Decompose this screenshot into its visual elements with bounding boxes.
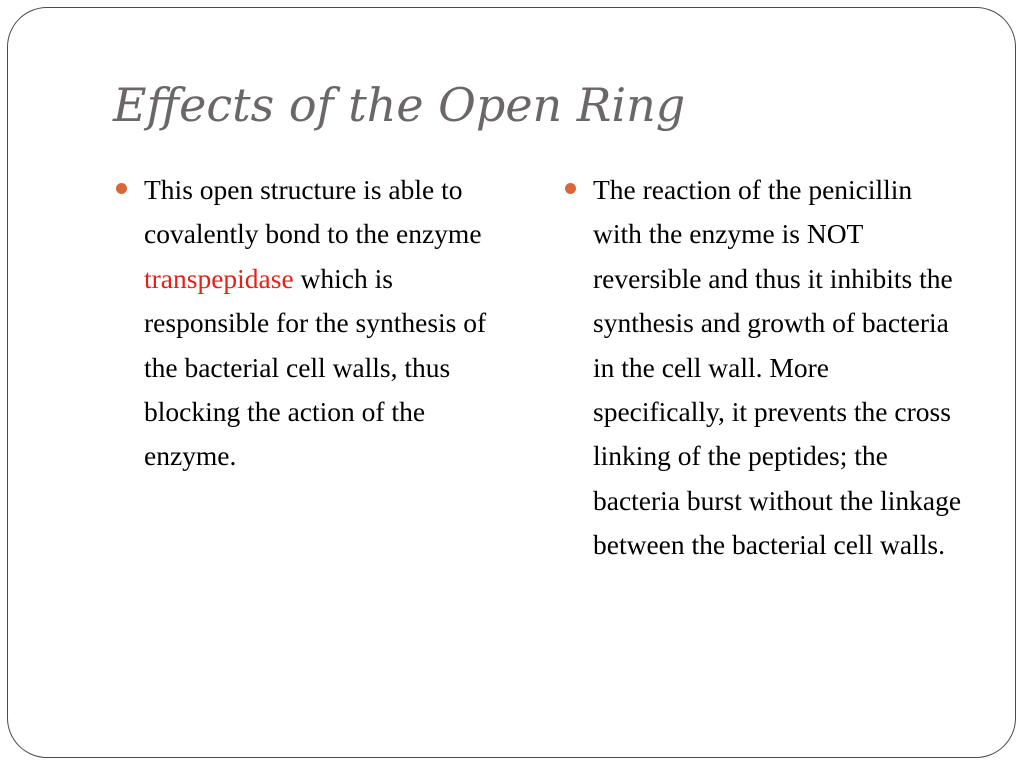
bullet-text-right: The reaction of the penicillin with the enzyme is NOT reversible and thus it inhibits the synthesis and growth of bacteria in the cell wall. More specifically, it prevents the cross linking of the peptides; the bacteria burst without the linkage between the bacterial cell walls.: [593, 174, 962, 561]
highlighted-term: transpepidase: [144, 262, 294, 294]
bullet-text-left: [144, 168, 518, 479]
bullet-item-right: [565, 168, 967, 568]
slide-title: Effects of the Open Ring: [113, 78, 686, 132]
bullet-item-left: [116, 168, 518, 479]
left-column: [116, 168, 518, 479]
right-column: [565, 168, 967, 568]
bullet-text-before: This open structure is able to covalently bond to the enzyme: [144, 174, 482, 250]
bullet-icon: [116, 183, 127, 194]
bullet-icon: [565, 183, 576, 194]
bullet-text-after: which is responsible for the synthesis of the bacterial cell walls, thus blocking the action of the enzyme.: [144, 262, 487, 472]
